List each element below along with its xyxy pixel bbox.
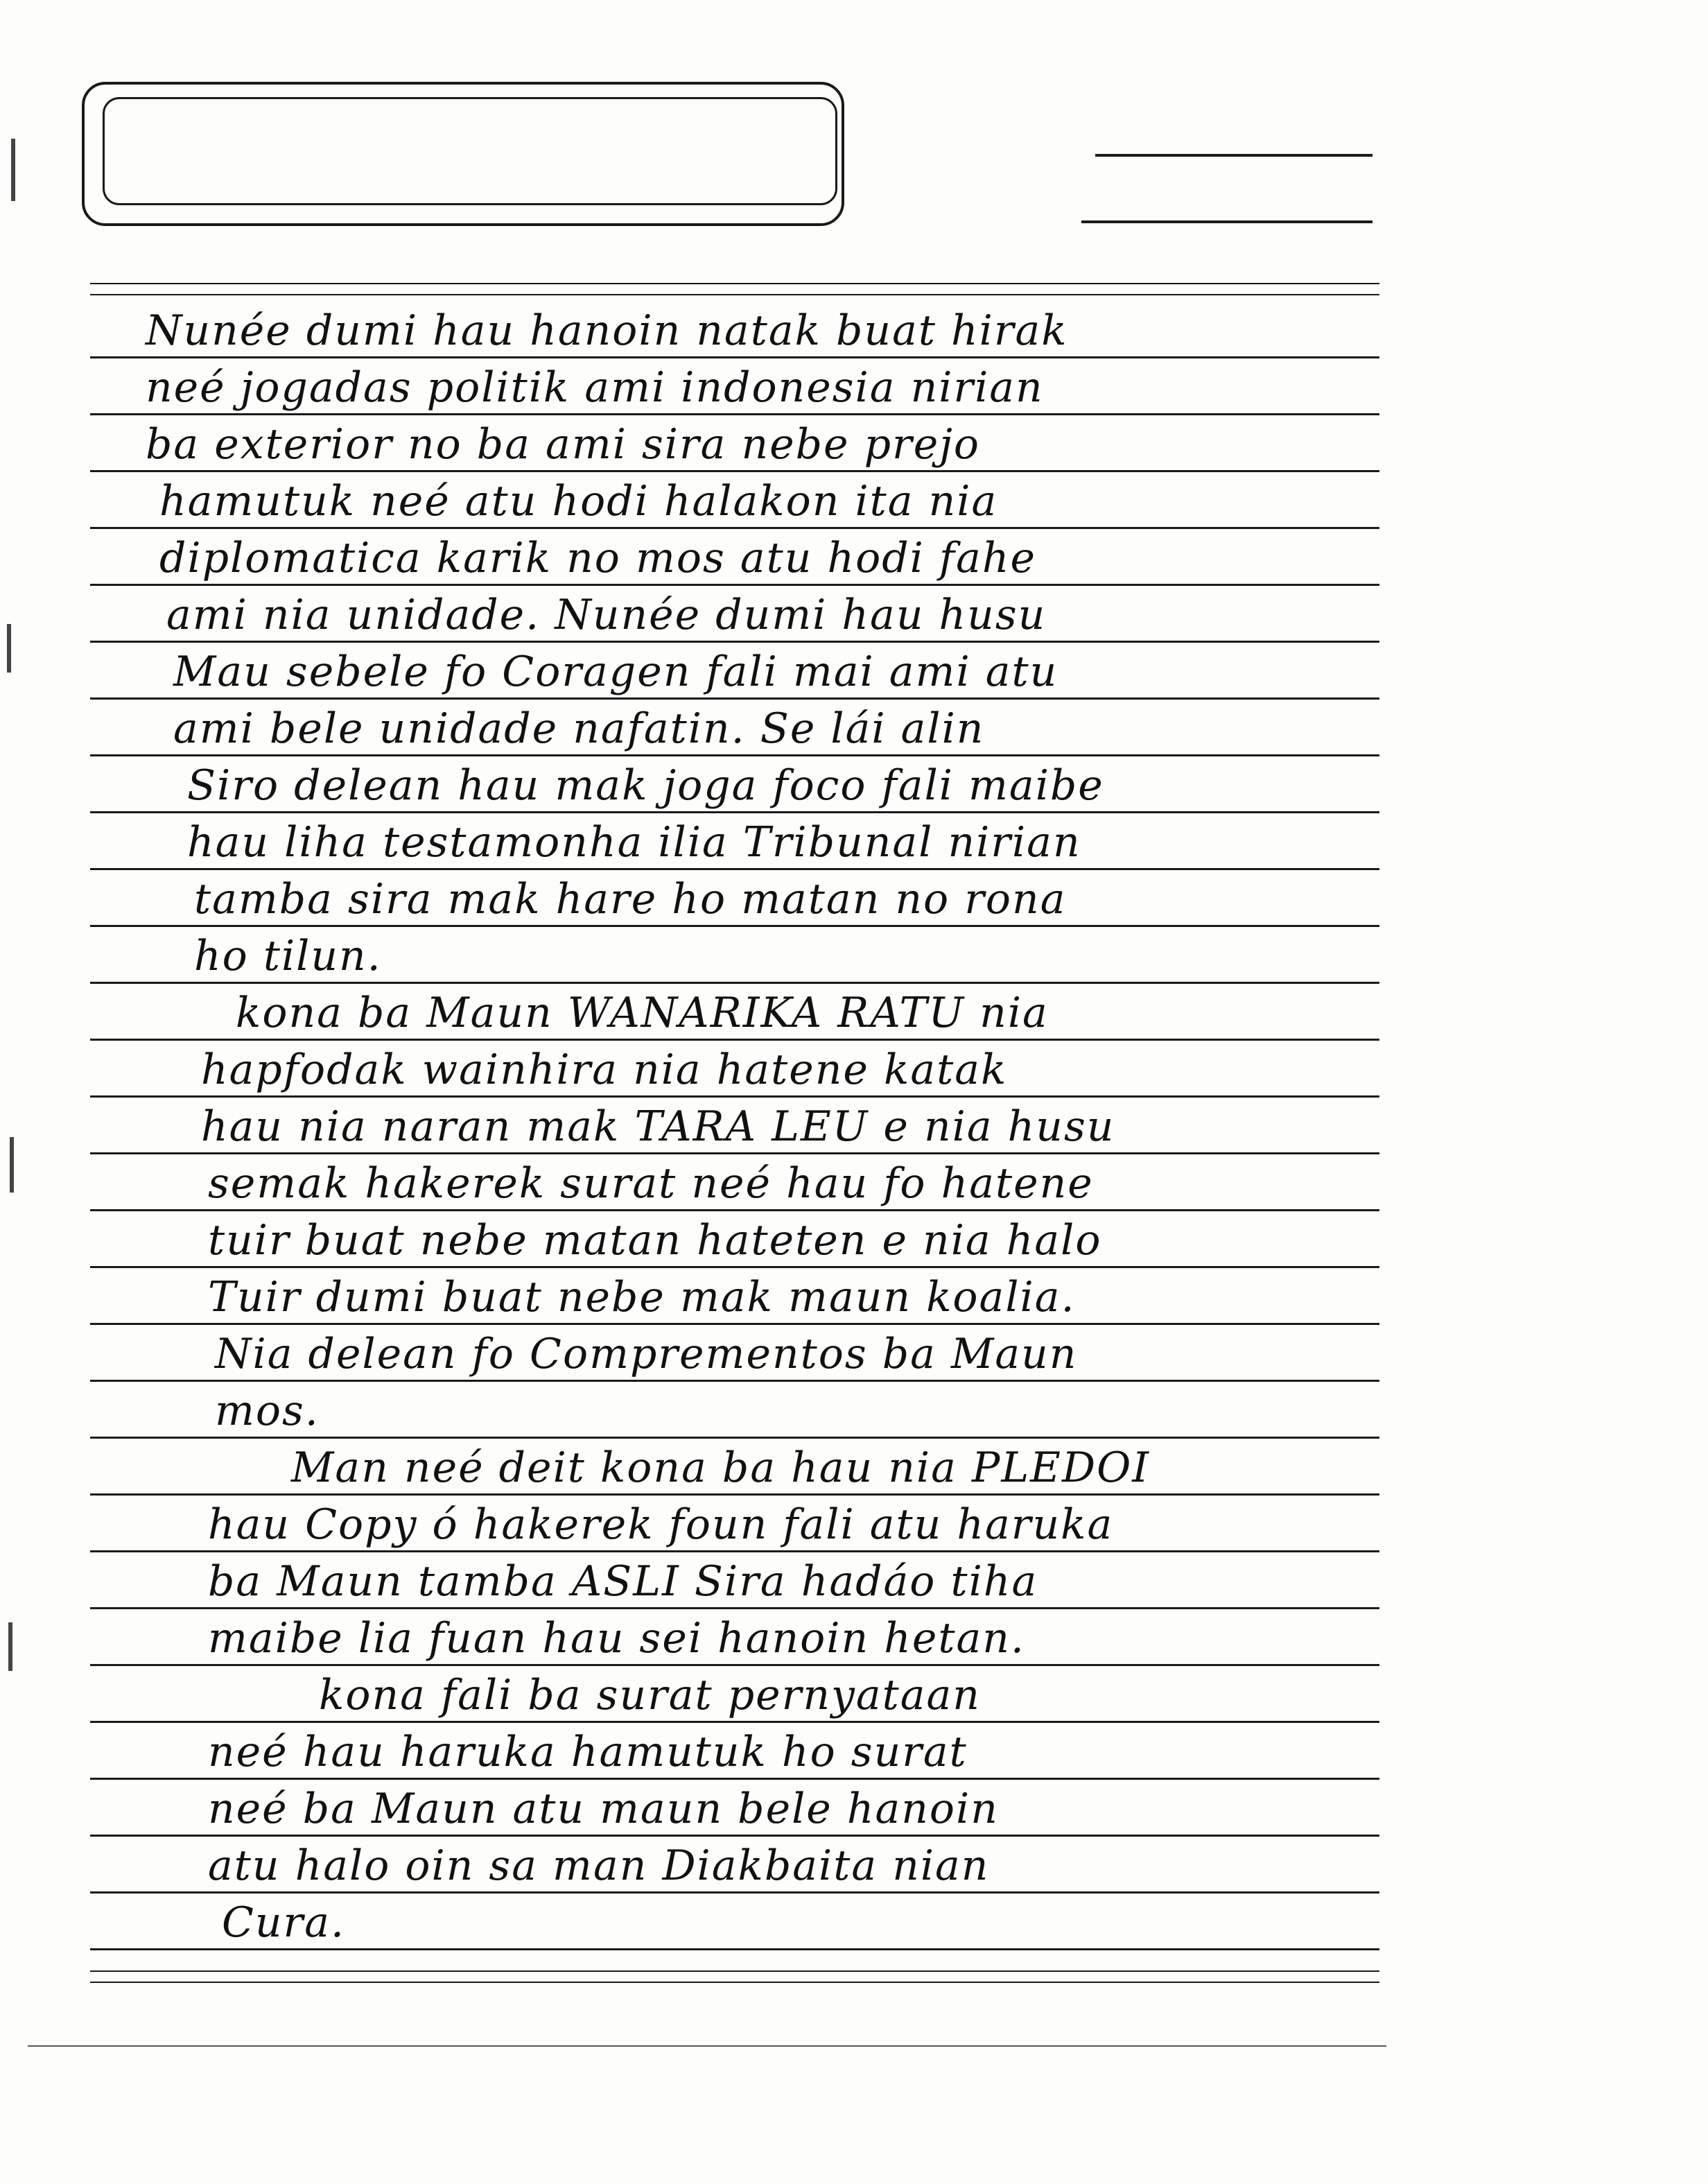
ruled-line xyxy=(90,925,1379,927)
ruled-line xyxy=(90,1948,1379,1950)
ruled-line xyxy=(90,754,1379,756)
ruled-line xyxy=(90,1039,1379,1041)
ruled-line xyxy=(90,413,1379,415)
ruled-line xyxy=(90,1835,1379,1837)
binding-mark xyxy=(7,624,11,673)
handwritten-line: neé ba Maun atu maun bele hanoin xyxy=(208,1785,999,1833)
ruled-line xyxy=(90,1493,1379,1496)
header-box-inner-outline xyxy=(103,97,837,205)
ruled-line xyxy=(90,1380,1379,1382)
handwritten-line: Cura. xyxy=(222,1898,346,1947)
ruled-line xyxy=(90,1209,1379,1211)
handwritten-line: Nunée dumi hau hanoin natak buat hirak xyxy=(146,306,1068,355)
ruled-line xyxy=(90,356,1379,358)
footer-line xyxy=(28,2045,1386,2047)
header-line xyxy=(1095,154,1372,157)
ruled-line xyxy=(90,1152,1379,1154)
ruled-line xyxy=(90,1664,1379,1666)
ruled-line xyxy=(90,1266,1379,1268)
handwritten-line: Tuir dumi buat nebe mak maun koalia. xyxy=(208,1273,1076,1321)
ruled-line xyxy=(90,1095,1379,1098)
ruled-line xyxy=(90,811,1379,813)
binding-mark xyxy=(11,139,15,201)
handwritten-line: tamba sira mak hare ho matan no rona xyxy=(194,875,1067,924)
ruled-line xyxy=(90,641,1379,643)
handwritten-line: Siro delean hau mak joga foco fali maibe xyxy=(187,761,1104,810)
ruled-line xyxy=(90,294,1379,295)
handwritten-line: maibe lia fuan hau sei hanoin hetan. xyxy=(208,1614,1025,1663)
ruled-line xyxy=(90,1607,1379,1609)
ruled-line xyxy=(90,527,1379,529)
ruled-line xyxy=(90,283,1379,284)
handwritten-line: neé hau haruka hamutuk ho surat xyxy=(208,1728,968,1776)
handwritten-line: kona fali ba surat pernyataan xyxy=(319,1671,981,1719)
handwritten-line: ami bele unidade nafatin. Se lái alin xyxy=(173,704,985,753)
handwritten-line: tuir buat nebe matan hateten e nia halo xyxy=(208,1216,1102,1265)
header-line xyxy=(1081,220,1372,223)
ruled-line xyxy=(90,1982,1379,1983)
binding-mark xyxy=(8,1622,12,1671)
ruled-line xyxy=(90,1778,1379,1780)
handwritten-line: ho tilun. xyxy=(194,932,382,980)
handwritten-line: kona ba Maun WANARIKA RATU nia xyxy=(236,989,1049,1037)
ruled-line xyxy=(90,584,1379,586)
ruled-line xyxy=(90,1437,1379,1439)
ruled-line xyxy=(90,1891,1379,1893)
ruled-line xyxy=(90,1550,1379,1552)
handwritten-line: semak hakerek surat neé hau fo hatene xyxy=(208,1159,1094,1208)
handwritten-line: diplomatica karik no mos atu hodi fahe xyxy=(159,534,1037,582)
handwritten-line: neé jogadas politik ami indonesia nirian xyxy=(146,363,1044,412)
handwritten-line: hau Copy ó hakerek foun fali atu haruka xyxy=(208,1500,1114,1549)
ruled-line xyxy=(90,470,1379,472)
handwritten-line: hapfodak wainhira nia hatene katak xyxy=(201,1046,1008,1094)
ruled-line xyxy=(90,697,1379,700)
handwritten-line: ami nia unidade. Nunée dumi hau husu xyxy=(166,591,1047,639)
handwritten-line: hamutuk neé atu hodi halakon ita nia xyxy=(159,477,998,526)
handwritten-line: ba exterior no ba ami sira nebe prejo xyxy=(146,420,980,469)
handwritten-line: atu halo oin sa man Diakbaita nian xyxy=(208,1841,990,1890)
handwritten-line: hau nia naran mak TARA LEU e nia husu xyxy=(201,1102,1115,1151)
ruled-line xyxy=(90,868,1379,870)
handwritten-line: ba Maun tamba ASLI Sira hadáo tiha xyxy=(208,1557,1038,1606)
handwritten-line: Man neé deit kona ba hau nia PLEDOI xyxy=(291,1444,1150,1492)
binding-mark xyxy=(10,1137,14,1193)
handwritten-line: hau liha testamonha ilia Tribunal nirian xyxy=(187,818,1081,867)
handwritten-line: Mau sebele fo Coragen fali mai ami atu xyxy=(173,648,1058,696)
ruled-line xyxy=(90,1721,1379,1723)
handwritten-line: mos. xyxy=(215,1387,320,1435)
ruled-line xyxy=(90,1323,1379,1325)
handwritten-line: Nia delean fo Comprementos ba Maun xyxy=(215,1330,1078,1378)
ruled-line xyxy=(90,1970,1379,1972)
ruled-line xyxy=(90,982,1379,984)
